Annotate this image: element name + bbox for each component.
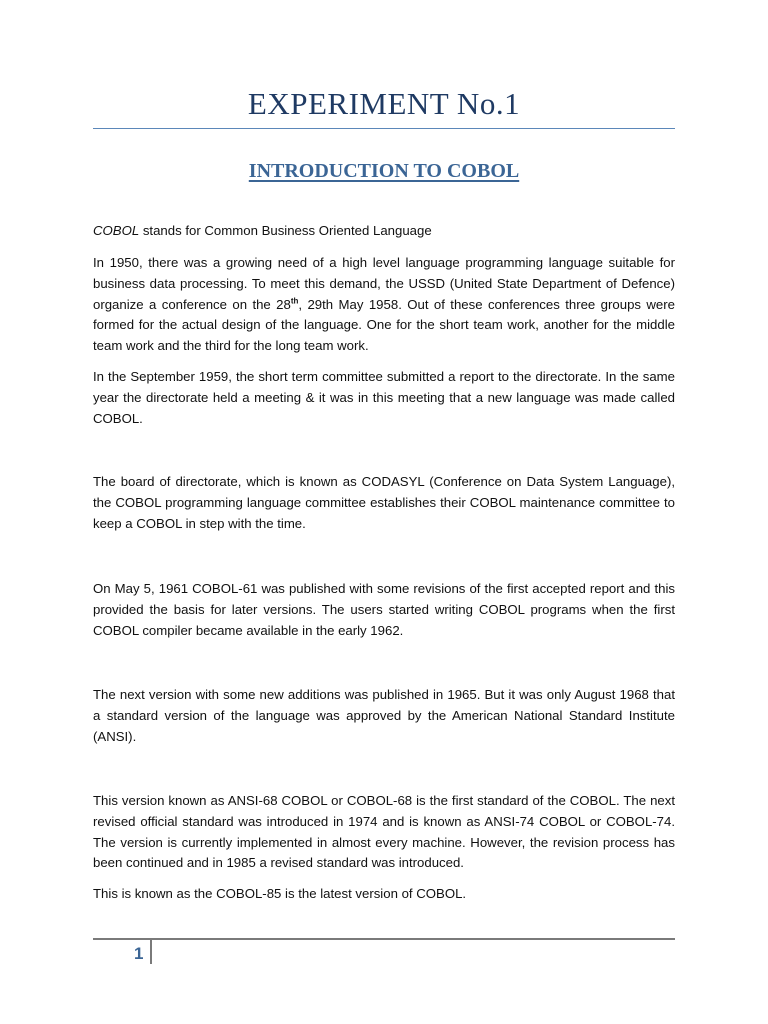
history-text-part1: In 1950, there was a growing need of a high level language programming language suitable for business data processing. To meet this demand, the USSD (United State Department of Defence) organize a conference on the 28 [93, 255, 675, 312]
definition-text: stands for Common Business Oriented Language [139, 223, 432, 238]
title-divider [93, 128, 675, 129]
paragraph-definition [93, 221, 675, 242]
cobol-term: COBOL [93, 223, 140, 238]
ordinal-suffix: th [290, 296, 299, 306]
document-subtitle: INTRODUCTION TO COBOL [248, 160, 520, 182]
paragraph-codasyl: The board of directorate, which is known as CODASYL (Conference on Data System Language), the COBOL programming language committee establishes their COBOL maintenance committee to keep a COBOL in step with the time. [93, 474, 675, 531]
paragraph-cobol-85: This is known as the COBOL-85 is the latest version of COBOL. [93, 886, 467, 901]
paragraph-ansi-1968: The next version with some new additions was published in 1965. But it was only August 1968 that a standard version of the language was approved by the American National Standard Institute (ANSI). [93, 687, 675, 744]
paragraph-1959-report: In the September 1959, the short term committee submitted a report to the directorate. In the same year the directorate held a meeting & it was in this meeting that a new language was made called COBOL. [93, 369, 675, 426]
page-number-separator [150, 940, 152, 964]
page-number: 1 [134, 944, 144, 963]
footer-divider [93, 938, 675, 940]
document-title: EXPERIMENT No.1 [247, 86, 521, 121]
history-text-part2: , 29th May 1958. Out of these conferences three groups were formed for the actual design of the language. One for the short team work, another for the middle team work and the third for the long team work. [93, 296, 675, 354]
paragraph-history-1950 [93, 253, 675, 357]
paragraph-cobol-61: On May 5, 1961 COBOL-61 was published with some revisions of the first accepted report and this provided the basis for later versions. The users started writing COBOL programs when the first COBOL compiler became available in the early 1962. [93, 581, 675, 638]
paragraph-ansi-standards: This version known as ANSI-68 COBOL or COBOL-68 is the first standard of the COBOL. The next revised official standard was introduced in 1974 and is known as ANSI-74 COBOL or COBOL-74. The version is currently implemented in almost every machine. However, the revision process has been continued and in 1985 a revised standard was introduced. [93, 793, 675, 871]
